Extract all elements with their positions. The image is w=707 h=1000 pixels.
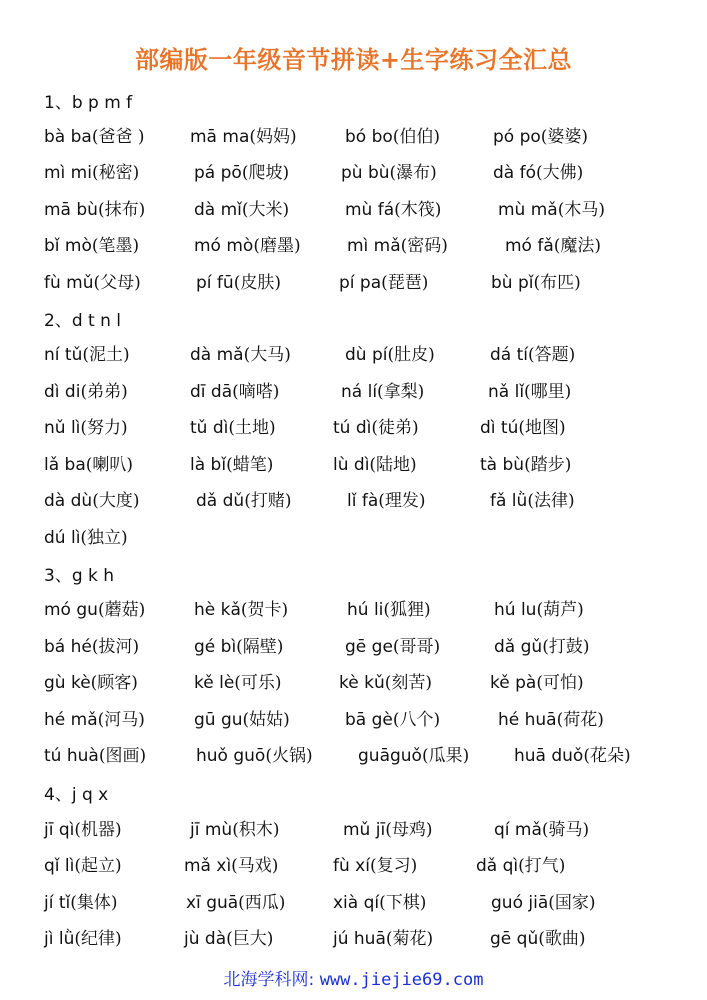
word-entry [44,705,145,730]
pinyin-text: lù dì [333,455,370,475]
word-entry [190,340,291,365]
word-entry [44,340,130,365]
word-entry [190,450,273,475]
hanzi-text: (顾客) [90,673,138,693]
word-entry [333,450,417,475]
pinyin-text: bó bo [345,127,393,147]
hanzi-text: (积木) [232,820,280,840]
word-entry [184,851,278,876]
hanzi-text: (喇叭) [85,455,134,475]
pinyin-text: dá tí [490,345,529,365]
pinyin-text: jù dà [184,929,227,949]
hanzi-text: (西瓜) [238,893,286,913]
footer-url[interactable]: www.jiejie69.com [319,970,484,990]
hanzi-text: (图画) [98,746,147,766]
hanzi-text: (踏步) [524,455,572,475]
hanzi-text: (哥哥) [392,637,441,657]
word-entry [184,924,273,949]
word-row [0,668,707,698]
hanzi-text: (法律) [527,491,575,511]
pinyin-text: mó mò [194,236,254,256]
hanzi-text: (下棋) [379,893,427,913]
pinyin-text: kè kǔ [339,673,385,693]
hanzi-text: (机器) [74,820,122,840]
hanzi-text: (拿梨) [377,382,425,402]
hanzi-text: (大米) [241,200,290,220]
hanzi-text: (魔法) [553,236,602,256]
word-row [0,413,707,443]
hanzi-text: (皮肤) [233,273,281,293]
word-entry [480,450,571,475]
pinyin-text: jī mù [190,820,233,840]
word-entry [498,705,604,730]
hanzi-text: (集体) [70,893,118,913]
pinyin-text: guāguǒ [358,746,422,766]
word-entry [491,888,596,913]
word-entry [343,815,432,840]
section-heading: 3、g k h [44,566,115,586]
word-entry [44,632,139,657]
pinyin-text: fù mǔ [44,273,94,293]
hanzi-text: (瀑布) [389,163,437,183]
word-row [0,815,707,845]
pinyin-text: dǎ qì [476,856,519,876]
word-entry [194,668,282,693]
hanzi-text: (大马) [243,345,291,365]
footer [0,965,707,990]
pinyin-text: pá pō [194,163,242,183]
hanzi-text: (笔墨) [91,236,140,256]
word-row [0,888,707,918]
hanzi-text: (隔壁) [236,637,284,657]
word-entry [347,595,431,620]
word-entry [514,741,631,766]
word-entry [488,377,571,402]
hanzi-text: (刻苦) [384,673,432,693]
hanzi-text: (菊花) [385,929,434,949]
word-entry [190,815,279,840]
word-entry [347,231,448,256]
word-entry [196,486,291,511]
pinyin-text: dǎ gǔ [494,637,543,657]
pinyin-text: fù xí [333,856,370,876]
word-entry [194,195,289,220]
word-entry [345,122,440,147]
word-row [0,450,707,480]
word-entry [339,268,428,293]
hanzi-text: (葫芦) [536,600,584,620]
pinyin-text: dī dā [190,382,233,402]
hanzi-text: (火锅) [265,746,313,766]
section-heading: 2、d t n l [44,311,121,331]
word-entry [333,888,426,913]
pinyin-text: pó po [493,127,541,147]
page-title: 部编版一年级音节拼读+生字练习全汇总 [134,46,573,74]
word-entry [333,851,417,876]
word-entry [498,195,605,220]
hanzi-text: (国家) [548,893,596,913]
word-entry [345,195,441,220]
pinyin-text: huā duǒ [514,746,584,766]
pinyin-text: tú huà [44,746,99,766]
word-row [0,924,707,954]
pinyin-text: hé mǎ [44,710,98,730]
pinyin-text: jú huā [333,929,386,949]
hanzi-text: (琵琶) [381,273,429,293]
pinyin-text: lǎ ba [44,455,86,475]
pinyin-text: mǔ jī [343,820,386,840]
pinyin-text: nǎ lǐ [488,382,525,402]
word-entry [493,122,588,147]
hanzi-text: (大度) [92,491,140,511]
pinyin-text: ná lí [341,382,378,402]
hanzi-text: (复习) [369,856,418,876]
word-entry [333,924,433,949]
pinyin-text: hú li [347,600,384,620]
hanzi-text: (歌曲) [538,929,586,949]
hanzi-text: (打赌) [244,491,292,511]
pinyin-text: nǔ lì [44,418,81,438]
word-entry [341,158,437,183]
pinyin-text: pí pa [339,273,382,293]
word-entry [490,486,575,511]
hanzi-text: (可怕) [536,673,584,693]
pinyin-text: mā ma [190,127,250,147]
word-row [0,158,707,188]
pinyin-text: mù fá [345,200,395,220]
hanzi-text: (瓜果) [421,746,470,766]
word-entry [44,668,138,693]
hanzi-text: (花朵) [583,746,631,766]
hanzi-text: (伯伯) [392,127,441,147]
pinyin-text: gē qǔ [490,929,539,949]
pinyin-text: bá hé [44,637,92,657]
hanzi-text: (泥土) [82,345,130,365]
pinyin-text: gù kè [44,673,91,693]
pinyin-text: jì lǜ [44,929,75,949]
hanzi-text: (打气) [518,856,566,876]
pinyin-text: qǐ lì [44,856,75,876]
section-heading: 1、b p m f [44,93,133,113]
word-entry [341,377,424,402]
word-entry [44,815,122,840]
pinyin-text: dà mǐ [194,200,242,220]
hanzi-text: (母鸡) [385,820,433,840]
word-entry [194,632,283,657]
word-entry [490,340,575,365]
hanzi-text: (答题) [528,345,576,365]
word-row [0,523,707,553]
hanzi-text: (姑姑) [242,710,290,730]
word-row [0,741,707,771]
hanzi-text: (父母) [93,273,141,293]
word-entry [490,668,584,693]
word-entry [190,377,279,402]
pinyin-text: hú lu [494,600,537,620]
word-row [0,377,707,407]
word-entry [358,741,469,766]
word-entry [44,195,145,220]
pinyin-text: fǎ lǜ [490,491,528,511]
hanzi-text: (蜡笔) [226,455,274,475]
pinyin-text: dì di [44,382,81,402]
hanzi-text: (荷花) [556,710,604,730]
pinyin-text: mù mǎ [498,200,558,220]
hanzi-text: (八个) [392,710,441,730]
word-entry [347,486,426,511]
hanzi-text: (巨大) [226,929,274,949]
hanzi-text: (哪里) [524,382,572,402]
word-row [0,268,707,298]
pinyin-text: mā bù [44,200,98,220]
pinyin-text: xià qí [333,893,380,913]
pinyin-text: dǎ dǔ [196,491,245,511]
pinyin-text: gū gu [194,710,243,730]
word-row [0,705,707,735]
word-entry [44,595,145,620]
word-entry [44,122,145,147]
pinyin-text: dà dù [44,491,93,511]
pinyin-text: gé bì [194,637,237,657]
hanzi-text: (拔河) [91,637,140,657]
word-entry [44,523,128,548]
word-row [0,595,707,625]
word-entry [44,741,146,766]
footer-site-name: 北海学科网: [223,970,315,990]
word-entry [190,413,276,438]
hanzi-text: (爸爸 ) [91,127,145,147]
hanzi-text: (可乐) [234,673,282,693]
word-entry [194,231,301,256]
word-entry [480,413,566,438]
word-entry [494,595,584,620]
pinyin-text: ní tǔ [44,345,83,365]
pinyin-text: lǐ fà [347,491,379,511]
pinyin-text: là bǐ [190,455,227,475]
hanzi-text: (嘀嗒) [232,382,280,402]
word-row [0,231,707,261]
word-entry [476,851,565,876]
hanzi-text: (抹布) [97,200,146,220]
word-row [0,486,707,516]
pinyin-text: jí tǐ [44,893,71,913]
word-entry [345,340,435,365]
pinyin-text: mǎ xì [184,856,232,876]
pinyin-text: bā gè [345,710,393,730]
pinyin-text: mì mǎ [347,236,401,256]
hanzi-text: (地图) [518,418,566,438]
hanzi-text: (独立) [80,528,128,548]
word-entry [196,268,281,293]
hanzi-text: (纪律) [74,929,122,949]
pinyin-text: dì tú [480,418,519,438]
word-row [0,632,707,662]
hanzi-text: (蘑菇) [97,600,146,620]
pinyin-text: bà ba [44,127,92,147]
pinyin-text: qí mǎ [494,820,542,840]
pinyin-text: hè kǎ [194,600,241,620]
hanzi-text: (马戏) [231,856,279,876]
word-entry [345,632,440,657]
pinyin-text: hé huā [498,710,557,730]
pinyin-text: bǐ mò [44,236,92,256]
word-row [0,122,707,152]
pinyin-text: kě pà [490,673,537,693]
pinyin-text: dú lì [44,528,81,548]
word-entry [186,888,285,913]
hanzi-text: (妈妈) [249,127,297,147]
pinyin-text: guó jiā [491,893,549,913]
word-row [0,195,707,225]
hanzi-text: (努力) [80,418,128,438]
pinyin-text: jī qì [44,820,75,840]
word-entry [490,924,586,949]
hanzi-text: (狐狸) [383,600,431,620]
hanzi-text: (秘密) [91,163,140,183]
hanzi-text: (大佛) [536,163,584,183]
hanzi-text: (婆婆) [540,127,589,147]
hanzi-text: (河马) [97,710,145,730]
word-entry [339,668,432,693]
hanzi-text: (密码) [400,236,448,256]
word-entry [196,741,313,766]
pinyin-text: dà fó [493,163,536,183]
pinyin-text: tǔ dì [190,418,229,438]
hanzi-text: (弟弟) [80,382,128,402]
hanzi-text: (土地) [228,418,276,438]
word-entry [44,377,128,402]
word-entry [345,705,440,730]
word-entry [491,268,581,293]
word-entry [44,486,139,511]
pinyin-text: mì mi [44,163,92,183]
hanzi-text: (布匹) [533,273,581,293]
hanzi-text: (陆地) [369,455,417,475]
pinyin-text: gē ge [345,637,393,657]
pinyin-text: kě lè [194,673,235,693]
word-row [0,340,707,370]
hanzi-text: (木筏) [394,200,442,220]
word-entry [44,231,139,256]
pinyin-text: huǒ guō [196,746,266,766]
word-entry [333,413,419,438]
word-entry [505,231,601,256]
word-entry [44,924,122,949]
pinyin-text: pí fū [196,273,234,293]
word-entry [44,158,139,183]
word-entry [190,122,297,147]
word-entry [194,158,289,183]
section-heading: 4、j q x [44,785,109,805]
word-entry [44,450,133,475]
pinyin-text: xī guā [186,893,239,913]
hanzi-text: (贺卡) [240,600,289,620]
pinyin-text: pù bù [341,163,390,183]
hanzi-text: (理发) [378,491,426,511]
hanzi-text: (磨墨) [253,236,301,256]
word-entry [44,413,128,438]
hanzi-text: (骑马) [541,820,590,840]
word-entry [494,815,589,840]
word-entry [494,632,589,657]
hanzi-text: (打鼓) [542,637,590,657]
hanzi-text: (木马) [557,200,605,220]
pinyin-text: mó fǎ [505,236,554,256]
hanzi-text: (肚皮) [387,345,435,365]
hanzi-text: (起立) [74,856,122,876]
pinyin-text: tú dì [333,418,372,438]
pinyin-text: mó gu [44,600,98,620]
word-entry [194,705,290,730]
hanzi-text: (爬坡) [241,163,290,183]
word-entry [44,851,122,876]
hanzi-text: (徒弟) [371,418,419,438]
pinyin-text: dà mǎ [190,345,244,365]
pinyin-text: bù pǐ [491,273,534,293]
word-entry [194,595,288,620]
word-entry [44,888,118,913]
word-entry [493,158,583,183]
word-row [0,851,707,881]
pinyin-text: dù pí [345,345,388,365]
pinyin-text: tà bù [480,455,525,475]
word-entry [44,268,141,293]
